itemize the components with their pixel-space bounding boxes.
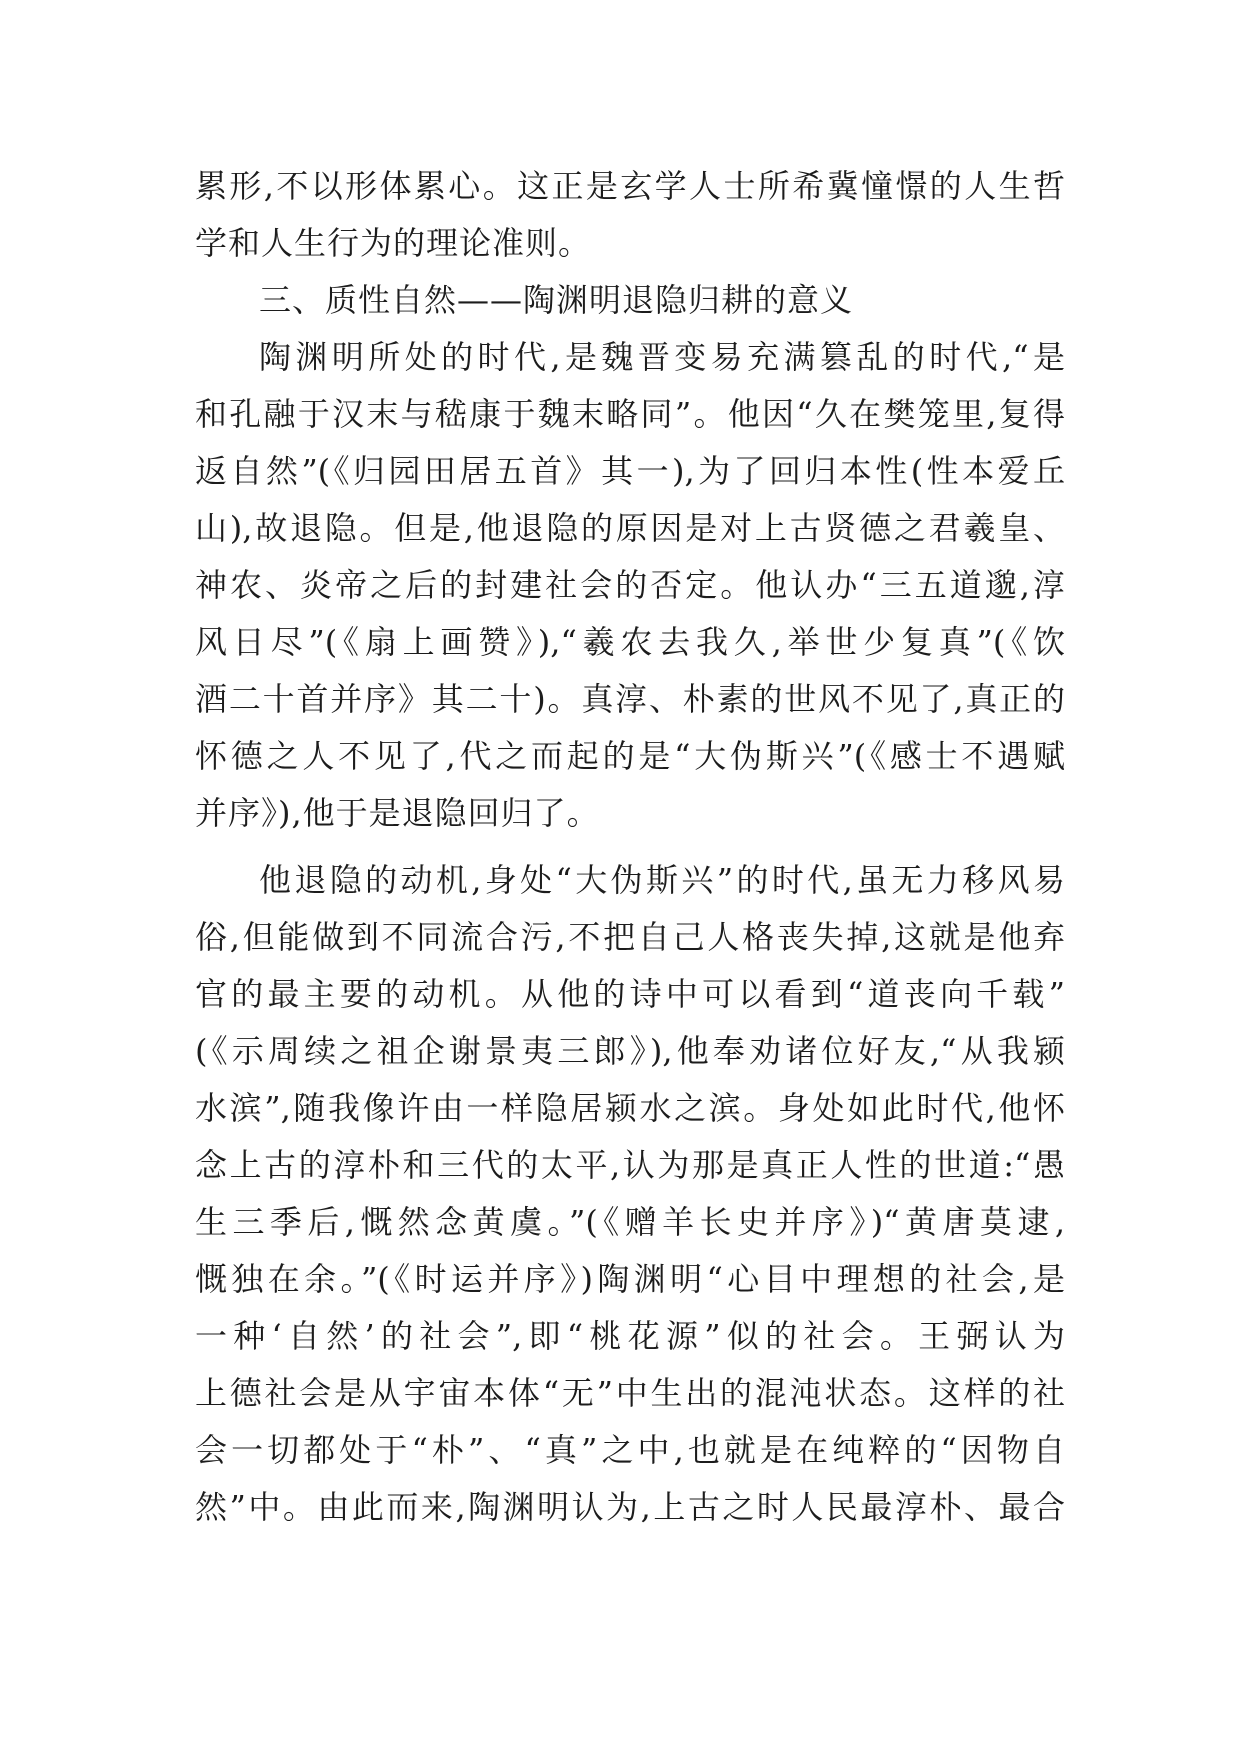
text-line: 然”中。由此而来,陶渊明认为,上古之时人民最淳朴、最合 bbox=[195, 1488, 1065, 1526]
text-line: 酒二十首并序》其二十)。真淳、朴素的世风不见了,真正的 bbox=[195, 680, 1065, 718]
text-line: 上德社会是从宇宙本体“无”中生出的混沌状态。这样的社 bbox=[195, 1374, 1065, 1412]
text-line: 山),故退隐。但是,他退隐的原因是对上古贤德之君羲皇、 bbox=[195, 509, 1065, 547]
text-line: 风日尽”(《扇上画赞》),“羲农去我久,举世少复真”(《饮 bbox=[195, 623, 1065, 661]
text-line: 水滨”,随我像许由一样隐居颍水之滨。身处如此时代,他怀 bbox=[195, 1089, 1065, 1127]
text-line: 生三季后,慨然念黄虞。”(《赠羊长史并序》)“黄唐莫逮, bbox=[195, 1203, 1065, 1241]
body-text bbox=[195, 158, 1065, 1536]
text-line: 会一切都处于“朴”、“真”之中,也就是在纯粹的“因物自 bbox=[195, 1431, 1065, 1469]
text-line: 官的最主要的动机。从他的诗中可以看到“道丧向千载” bbox=[195, 975, 1065, 1013]
text-line: 怀德之人不见了,代之而起的是“大伪斯兴”(《感士不遇赋 bbox=[195, 737, 1065, 775]
text-line: 念上古的淳朴和三代的太平,认为那是真正人性的世道:“愚 bbox=[195, 1146, 1065, 1184]
text-line: 学和人生行为的理论准则。 bbox=[195, 224, 592, 262]
text-line: 一种‘自然’的社会”,即“桃花源”似的社会。王弼认为 bbox=[195, 1317, 1065, 1355]
text-line: 和孔融于汉末与嵇康于魏末略同”。他因“久在樊笼里,复得 bbox=[195, 395, 1065, 433]
text-line: 神农、炎帝之后的封建社会的否定。他认办“三五道邈,淳 bbox=[195, 566, 1065, 604]
text-line: 慨独在余。”(《时运并序》)陶渊明“心目中理想的社会,是 bbox=[195, 1260, 1065, 1298]
text-line: 累形,不以形体累心。这正是玄学人士所希冀憧憬的人生哲 bbox=[195, 167, 1065, 205]
text-line: (《示周续之祖企谢景夷三郎》),他奉劝诸位好友,“从我颍 bbox=[195, 1032, 1065, 1070]
text-line: 返自然”(《归园田居五首》其一),为了回归本性(性本爱丘 bbox=[195, 452, 1065, 490]
section-heading: 三、质性自然——陶渊明退隐归耕的意义 bbox=[259, 281, 854, 319]
text-line: 陶渊明所处的时代,是魏晋变易充满篡乱的时代,“是 bbox=[259, 338, 1065, 376]
text-line: 并序》),他于是退隐回归了。 bbox=[195, 794, 600, 832]
text-line: 俗,但能做到不同流合污,不把自己人格丧失掉,这就是他弃 bbox=[195, 918, 1065, 956]
text-line: 他退隐的动机,身处“大伪斯兴”的时代,虽无力移风易 bbox=[259, 861, 1065, 899]
